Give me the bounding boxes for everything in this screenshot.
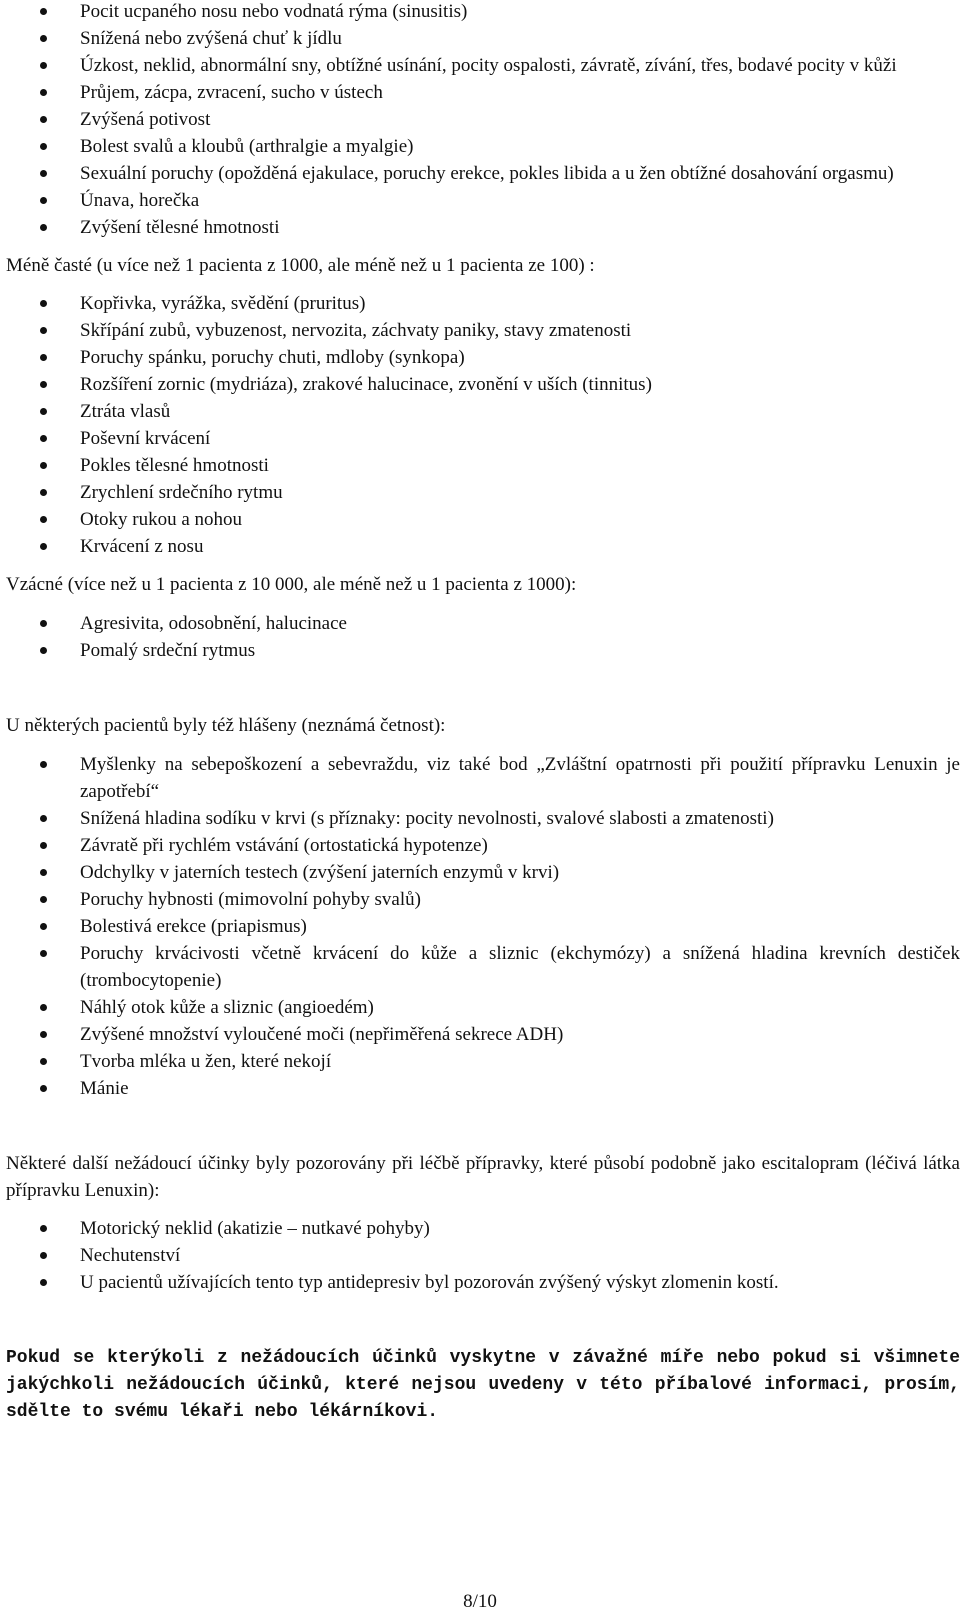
document-page — [6, 0, 960, 1426]
less-common-effects-list — [6, 290, 960, 560]
list-item: Myšlenky na sebepoškození a sebevraždu, viz také bod „Zvláštní opatrnosti při použití přípravku Lenuxin je zapotřebí“ — [6, 751, 960, 805]
list-item: Poruchy spánku, poruchy chuti, mdloby (synkopa) — [6, 344, 960, 371]
list-item: Únava, horečka — [6, 187, 960, 214]
list-item: Zvýšená potivost — [6, 106, 960, 133]
other-effects-list — [6, 1215, 960, 1296]
list-item: Poruchy hybnosti (mimovolní pohyby svalů) — [6, 886, 960, 913]
list-item: Snížená nebo zvýšená chuť k jídlu — [6, 25, 960, 52]
other-effects-paragraph: Některé další nežádoucí účinky byly pozorovány při léčbě přípravky, které působí podobně jako escitalopram (léčivá látka přípravku Lenuxin): — [6, 1153, 960, 1201]
list-item: Pokles tělesné hmotnosti — [6, 452, 960, 479]
list-item: Závratě při rychlém vstávání (ortostatická hypotenze) — [6, 832, 960, 859]
warning-paragraph: Pokud se kterýkoli z nežádoucích účinků vyskytne v závažné míře nebo pokud si všimnete jakýchkoli nežádoucích účinků, které nejsou uvedeny v této příbalové informaci, prosím, sdělte to svému lékaři nebo lékárníkovi. — [6, 1348, 960, 1422]
unknown-frequency-list — [6, 751, 960, 1102]
list-item: Náhlý otok kůže a sliznic (angioedém) — [6, 994, 960, 1021]
list-item: Rozšíření zornic (mydriáza), zrakové halucinace, zvonění v uších (tinnitus) — [6, 371, 960, 398]
list-item: Poševní krvácení — [6, 425, 960, 452]
list-item: Tvorba mléka u žen, které nekojí — [6, 1048, 960, 1075]
list-item: Motorický neklid (akatizie – nutkavé pohyby) — [6, 1215, 960, 1242]
rare-effects-list — [6, 610, 960, 664]
list-item: Nechutenství — [6, 1242, 960, 1269]
list-item: Krvácení z nosu — [6, 533, 960, 560]
less-common-heading: Méně časté (u více než 1 pacienta z 1000, ale méně než u 1 pacienta ze 100) : — [6, 255, 595, 276]
list-item: Pocit ucpaného nosu nebo vodnatá rýma (sinusitis) — [6, 0, 960, 25]
list-item: Bolest svalů a kloubů (arthralgie a myalgie) — [6, 133, 960, 160]
common-effects-list — [6, 0, 960, 241]
list-item: Zvýšené množství vyloučené moči (nepřiměřená sekrece ADH) — [6, 1021, 960, 1048]
list-item: Snížená hladina sodíku v krvi (s příznaky: pocity nevolnosti, svalové slabosti a zmatenosti) — [6, 805, 960, 832]
list-item: Zrychlení srdečního rytmu — [6, 479, 960, 506]
list-item: Úzkost, neklid, abnormální sny, obtížné usínání, pocity ospalosti, závratě, zívání, třes, bodavé pocity v kůži — [6, 52, 960, 79]
list-item: Agresivita, odosobnění, halucinace — [6, 610, 960, 637]
list-item: Poruchy krvácivosti včetně krvácení do kůže a sliznic (ekchymózy) a snížená hladina krevních destiček (trombocytopenie) — [6, 940, 960, 994]
list-item: Bolestivá erekce (priapismus) — [6, 913, 960, 940]
rare-heading: Vzácné (více než u 1 pacienta z 10 000, ale méně než u 1 pacienta z 1000): — [6, 574, 577, 595]
page-number: 8/10 — [463, 1591, 497, 1612]
list-item: U pacientů užívajících tento typ antidepresiv byl pozorován zvýšený výskyt zlomenin kostí. — [6, 1269, 960, 1296]
list-item: Ztráta vlasů — [6, 398, 960, 425]
list-item: Skřípání zubů, vybuzenost, nervozita, záchvaty paniky, stavy zmatenosti — [6, 317, 960, 344]
unknown-frequency-heading: U některých pacientů byly též hlášeny (neznámá četnost): — [6, 715, 446, 736]
list-item: Sexuální poruchy (opožděná ejakulace, poruchy erekce, pokles libida a u žen obtížné dosahování orgasmu) — [6, 160, 960, 187]
list-item: Pomalý srdeční rytmus — [6, 637, 960, 664]
list-item: Zvýšení tělesné hmotnosti — [6, 214, 960, 241]
list-item: Průjem, zácpa, zvracení, sucho v ústech — [6, 79, 960, 106]
list-item: Mánie — [6, 1075, 960, 1102]
list-item: Kopřivka, vyrážka, svědění (pruritus) — [6, 290, 960, 317]
list-item: Otoky rukou a nohou — [6, 506, 960, 533]
list-item: Odchylky v jaterních testech (zvýšení jaterních enzymů v krvi) — [6, 859, 960, 886]
